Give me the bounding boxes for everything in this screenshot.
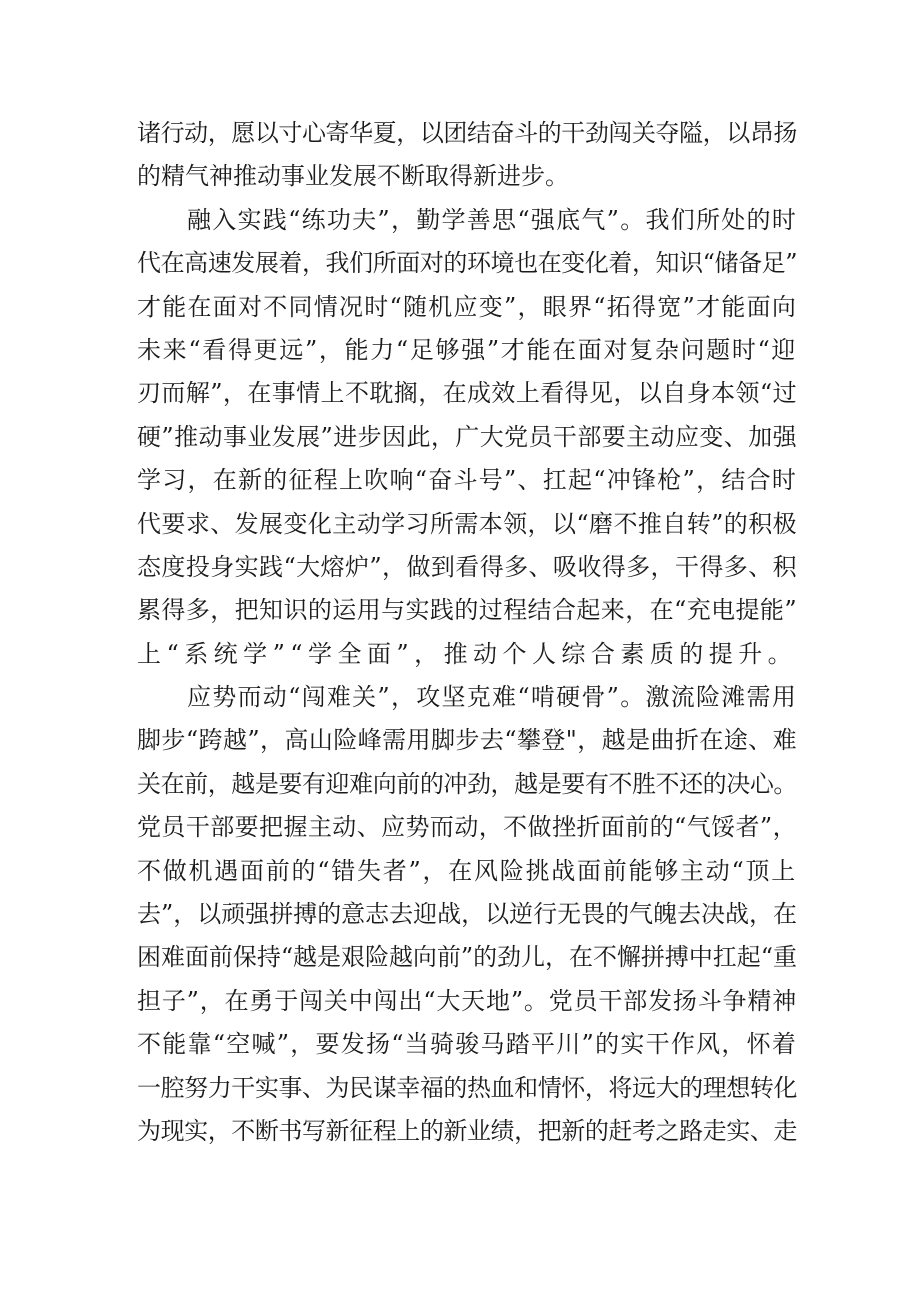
text-line: 担子”，在勇于闯关中闯出“大天地”。党员干部发扬斗争精神 xyxy=(137,986,797,1015)
text-line: 困难面前保持“越是艰险越向前”的劲儿，在不懈拼搏中扛起“重 xyxy=(137,943,797,972)
text-line: 去”，以顽强拼搏的意志去迎战，以逆行无畏的气魄去决战，在 xyxy=(137,900,797,929)
body-text xyxy=(137,112,797,1153)
text-line: 不做机遇面前的“错失者”，在风险挑战面前能够主动“顶上 xyxy=(137,856,797,885)
text-line: 上“系统学”“学全面”，推动个人综合素质的提升。 xyxy=(137,639,797,668)
text-line: 学习，在新的征程上吹响“奋斗号”、扛起“冲锋枪”，结合时 xyxy=(137,466,797,495)
text-line: 为现实，不断书写新征程上的新业绩，把新的赶考之路走实、走 xyxy=(137,1116,797,1145)
text-line: 一腔努力干实事、为民谋幸福的热血和情怀，将远大的理想转化 xyxy=(137,1073,797,1102)
text-line: 未来“看得更远”，能力“足够强”才能在面对复杂问题时“迎 xyxy=(137,335,797,364)
paragraph-first-line: 应势而动“闯难关”，攻坚克难“啃硬骨”。激流险滩需用 xyxy=(187,683,797,712)
paragraph-first-line: 融入实践“练功夫”，勤学善思“强底气”。我们所处的时 xyxy=(187,205,797,234)
text-line: 关在前，越是要有迎难向前的冲劲，越是要有不胜不还的决心。 xyxy=(137,769,797,798)
text-line: 才能在面对不同情况时“随机应变”，眼界“拓得宽”才能面向 xyxy=(137,292,797,321)
text-line: 硬”推动事业发展”进步因此，广大党员干部要主动应变、加强 xyxy=(137,422,797,451)
text-line: 诸行动，愿以寸心寄华夏，以团结奋斗的干劲闯关夺隘，以昂扬 xyxy=(137,119,797,147)
text-line: 态度投身实践“大熔炉”，做到看得多、吸收得多，干得多、积 xyxy=(137,552,797,581)
text-line: 累得多，把知识的运用与实践的过程结合起来，在“充电提能” xyxy=(137,596,797,625)
text-line: 脚步“跨越”，高山险峰需用脚步去“攀登"，越是曲折在途、难 xyxy=(137,726,797,755)
text-line: 的精气神推动事业发展不断取得新进步。 xyxy=(137,162,569,191)
text-line: 代在高速发展着，我们所面对的环境也在变化着，知识“储备足” xyxy=(137,249,797,278)
text-line: 代要求、发展变化主动学习所需本领，以“磨不推自转”的积极 xyxy=(137,509,797,538)
text-line: 刃而解”，在事情上不耽搁，在成效上看得见，以自身本领“过 xyxy=(137,379,797,408)
text-line: 党员干部要把握主动、应势而动，不做挫折面前的“气馁者”， xyxy=(137,813,797,842)
text-line: 不能靠“空喊”，要发扬“当骑骏马踏平川”的实干作风，怀着 xyxy=(137,1030,797,1059)
